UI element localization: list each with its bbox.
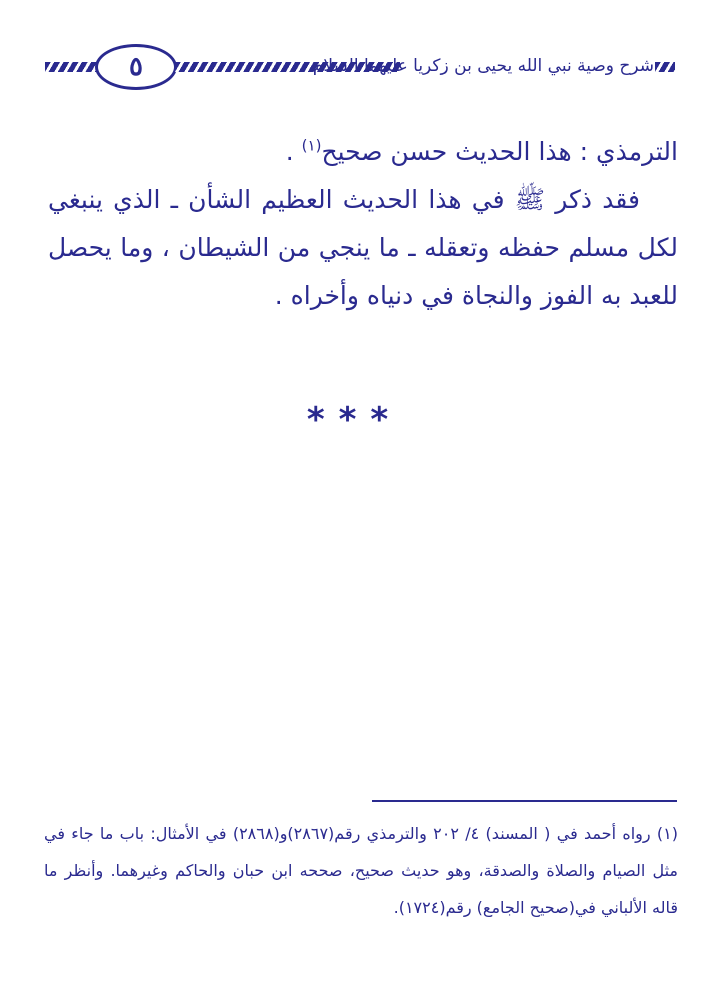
section-separator-stars: *** [306, 400, 403, 440]
text-line-1-end: . [285, 137, 302, 166]
footnote-1: (١) رواه أحمد في ( المسند) ٤/ ٢٠٢ والترمذي رقم(٢٨٦٧)و(٢٨٦٨) في الأمثال: باب ما جاء في مثل الصيام والصلاة والصدقة، وهو حديث صحيح، صححه ابن حبان والحاكم وغيرهما. وأنظر ما قاله الألباني في(صحيح الجامع) رقم(١٧٢٤). [44, 824, 679, 917]
footnotes [44, 815, 678, 926]
text-line-1 [48, 128, 678, 176]
footnote-divider [372, 800, 677, 802]
paragraph-2: فقد ذكر ﷺ في هذا الحديث العظيم الشأن ـ الذي ينبغي لكل مسلم حفظه وتعقله ـ ما ينجي من الشيطان ، وما يحصل للعبد به الفوز والنجاة في دنياه وأخراه . [48, 185, 678, 310]
header-ornament-rule-left [45, 62, 97, 72]
page-number: ٥ [129, 52, 143, 82]
page-header [40, 44, 675, 96]
header-ornament-rule-right [655, 62, 675, 72]
main-text [48, 128, 678, 320]
text-line-1-content: الترمذي : هذا الحديث حسن صحيح [321, 137, 678, 166]
footnote-reference: (١) [301, 136, 322, 155]
running-title: شرح وصية نبي الله يحيى بن زكريا عليهما السلام [312, 56, 654, 76]
page-number-oval [95, 44, 177, 90]
